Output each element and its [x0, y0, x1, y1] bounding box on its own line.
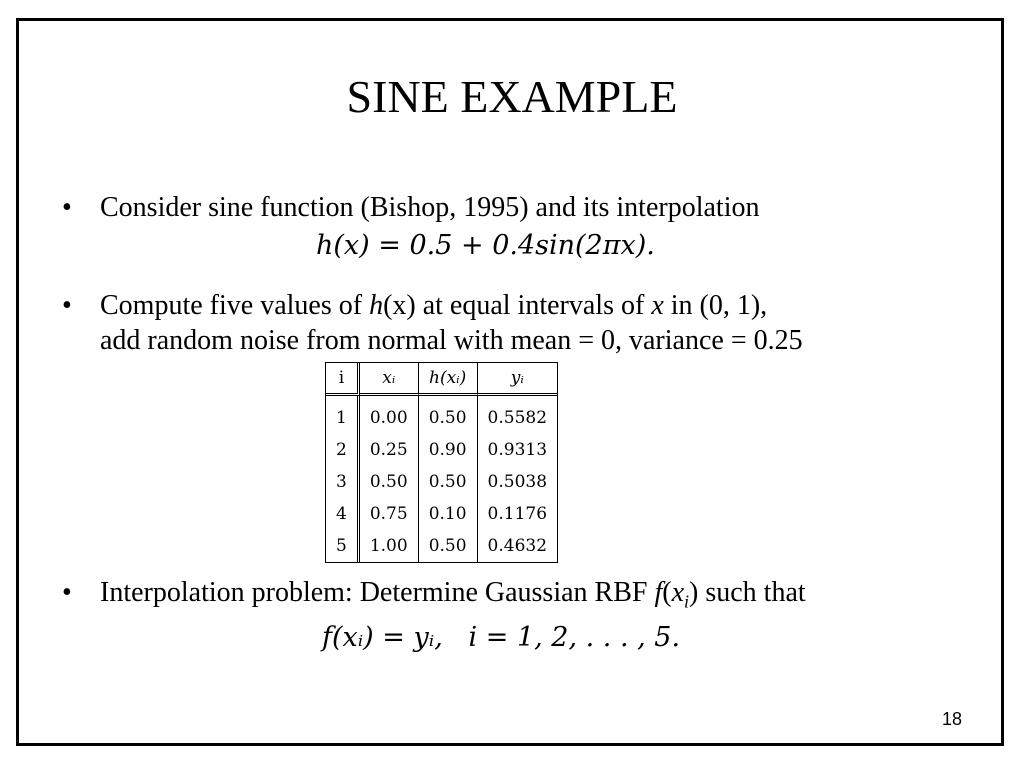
- table-cell: 0.25: [360, 434, 419, 466]
- table-cell: 0.10: [419, 498, 478, 530]
- table-cell: 0.5582: [487, 408, 548, 428]
- data-table: [325, 362, 558, 563]
- bullet-3-func-open: (: [662, 577, 672, 608]
- table-cell: 4: [326, 498, 360, 530]
- table-cell: 1: [326, 396, 360, 434]
- table-row: [326, 466, 557, 498]
- bullet-3-func-var: x: [671, 577, 684, 608]
- table-cell: 0.50: [360, 466, 419, 498]
- table-header-row: [326, 363, 557, 396]
- table-header-hxi: h(xᵢ): [419, 363, 478, 396]
- table-cell: 0.75: [360, 498, 419, 530]
- table-header-i: i: [326, 363, 360, 396]
- bullet-dot-icon: •: [62, 290, 72, 321]
- table-cell: 1.00: [360, 530, 419, 562]
- bullet-1-text: Consider sine function (Bishop, 1995) and its interpolation: [100, 192, 760, 223]
- bullet-3-func-sub: i: [684, 591, 690, 612]
- interpolation-equation: f(xᵢ) = yᵢ, i = 1, 2, . . . , 5.: [322, 622, 681, 653]
- table-cell: 0.50: [419, 396, 478, 434]
- bullet-dot-icon: •: [62, 192, 72, 223]
- table-cell: 0.90: [419, 434, 478, 466]
- bullet-3-func-close: ): [689, 577, 699, 608]
- bullet-3-func: f: [654, 577, 663, 608]
- table-cell: 0.50: [419, 530, 478, 562]
- bullet-2-part1: Compute five values of: [100, 290, 370, 321]
- table-cell: 2: [326, 434, 360, 466]
- table-cell: 0.50: [419, 466, 478, 498]
- table-header-yi: yᵢ: [478, 363, 557, 396]
- bullet-2-part3: in (0, 1),: [663, 290, 768, 321]
- sine-equation: h(x) = 0.5 + 0.4sin(2πx).: [316, 230, 655, 261]
- table-cell: 0.00: [360, 396, 419, 434]
- table-cell: 0.1176: [487, 504, 548, 524]
- table-cell: 0.9313: [487, 440, 548, 460]
- bullet-dot-icon: •: [62, 577, 72, 608]
- bullet-3-part1: Interpolation problem: Determine Gaussian RBF: [100, 577, 655, 608]
- table-cell: 3: [326, 466, 360, 498]
- table-row: [326, 396, 557, 434]
- table-cell: 0.4632: [487, 536, 548, 556]
- bullet-3-text: [100, 575, 980, 613]
- table-cell: 5: [326, 530, 360, 562]
- bullet-2-var-x: x: [651, 290, 664, 321]
- page-number: 18: [941, 709, 962, 729]
- table-row: [326, 498, 557, 530]
- table-cell: 0.5038: [487, 472, 548, 492]
- bullet-2-part2: at equal intervals of: [415, 290, 652, 321]
- bullet-2-var-h: h: [369, 290, 384, 321]
- table-row: [326, 434, 557, 466]
- bullet-3-part2: such that: [698, 577, 806, 608]
- table-row: [326, 530, 557, 562]
- bullet-2-line2: add random noise from normal with mean = 0, variance = 0.25: [100, 325, 803, 356]
- bullet-2-var-h-arg: (x): [383, 290, 416, 321]
- table-header-xi: xᵢ: [360, 363, 419, 396]
- slide-title: SINE EXAMPLE: [346, 71, 678, 122]
- bullet-2-text: [100, 288, 980, 358]
